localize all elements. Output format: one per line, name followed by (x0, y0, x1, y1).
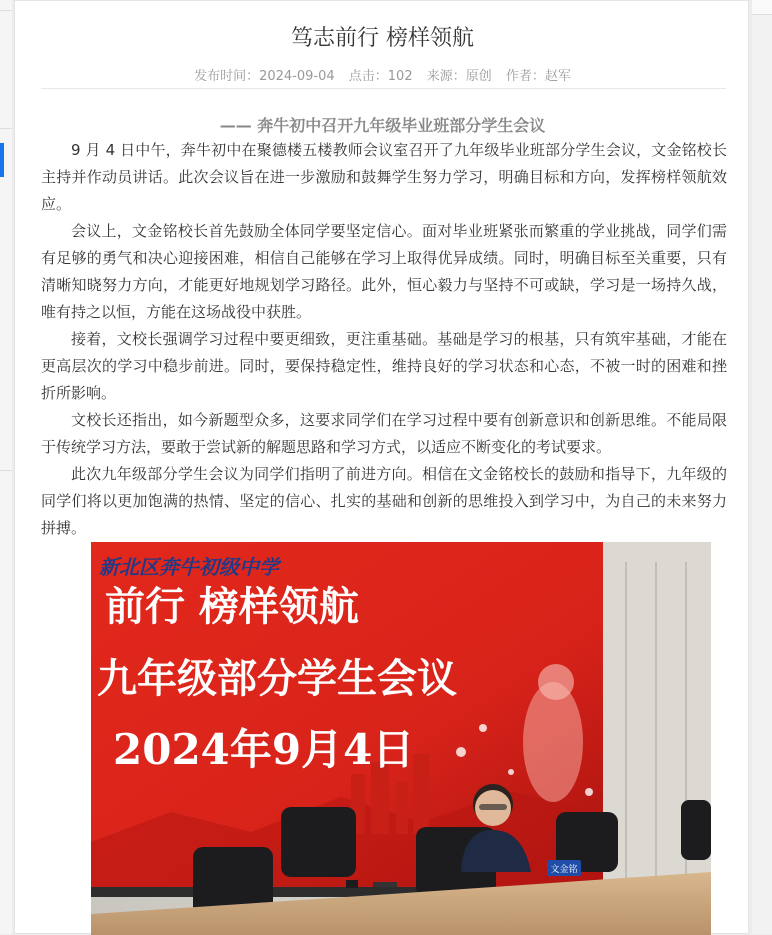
author: 作者：赵军 (505, 69, 571, 84)
left-divider (0, 470, 12, 471)
article-meta (15, 65, 750, 84)
banner-line3-text: 2024年9月4日 (113, 725, 415, 774)
publish-time: 发布时间：2024-09-04 (194, 69, 335, 84)
right-sidebar-strip (752, 0, 772, 934)
girl-silhouette (523, 682, 583, 802)
chair (681, 800, 711, 860)
nameplate-text: 文金铭 (550, 865, 578, 875)
banner-line2-text: 九年级部分学生会议 (97, 655, 457, 702)
paragraph: 文校长还指出，如今新题型众多，这要求同学们在学习过程中要有创新意识和创新思维。不能局限于传统学习方法，要敢于尝试新的解题思路和学习方式，以适应不断变化的考试要求。 (41, 411, 727, 456)
paragraph: 会议上，文金铭校长首先鼓励全体同学要坚定信心。面对毕业班紧张而繁重的学业挑战，同学们需有足够的勇气和决心迎接困难，相信自己能够在学习上取得优异成绩。同时，明确目标至关重要，只有清晰知晓努力方向，才能更好地规划学习路径。此外，恒心毅力与坚持不可或缺，学习是一场持久战，唯有持之以恒，方能在这场战役中获胜。 (41, 222, 727, 321)
article-body (41, 137, 727, 542)
article-subtitle: —— 奔牛初中召开九年级毕业班部分学生会议 (219, 116, 546, 135)
banner-line1-text: 前行 榜样领航 (105, 583, 359, 630)
article-card (14, 0, 749, 934)
meeting-photo-svg (91, 542, 711, 935)
meeting-photo (91, 542, 711, 935)
left-sidebar-strip (0, 0, 12, 934)
left-active-tab-indicator[interactable] (0, 143, 4, 177)
left-divider (0, 10, 12, 11)
right-header-strip (752, 0, 772, 15)
paragraph: 此次九年级部分学生会议为同学们指明了前进方向。相信在文金铭校长的鼓励和指导下，九年级的同学们将以更加饱满的热情、坚定的信心、扎实的基础和创新的思维投入到学习中，为自己的未来努力拼搏。 (41, 465, 727, 537)
article-title: 笃志前行 榜样领航 (291, 26, 474, 51)
meta-divider (41, 88, 726, 89)
source: 来源：原创 (426, 69, 492, 84)
left-divider (0, 128, 12, 129)
school-name-text: 新北区奔牛初级中学 (99, 555, 279, 579)
chair (281, 807, 356, 877)
paragraph: 接着，文校长强调学习过程中要更细致，更注重基础。基础是学习的根基，只有筑牢基础，才能在更高层次的学习中稳步前进。同时，要保持稳定性，维持良好的学习状态和心态，不被一时的困难和挫折所影响。 (41, 330, 727, 402)
paragraph: 9 月 4 日中午，奔牛初中在聚德楼五楼教师会议室召开了九年级毕业班部分学生会议，文金铭校长主持并作动员讲话。此次会议旨在进一步激励和鼓舞学生努力学习，明确目标和方向，发挥榜样领航效应。 (41, 141, 727, 213)
click-count: 点击：102 (348, 69, 413, 84)
